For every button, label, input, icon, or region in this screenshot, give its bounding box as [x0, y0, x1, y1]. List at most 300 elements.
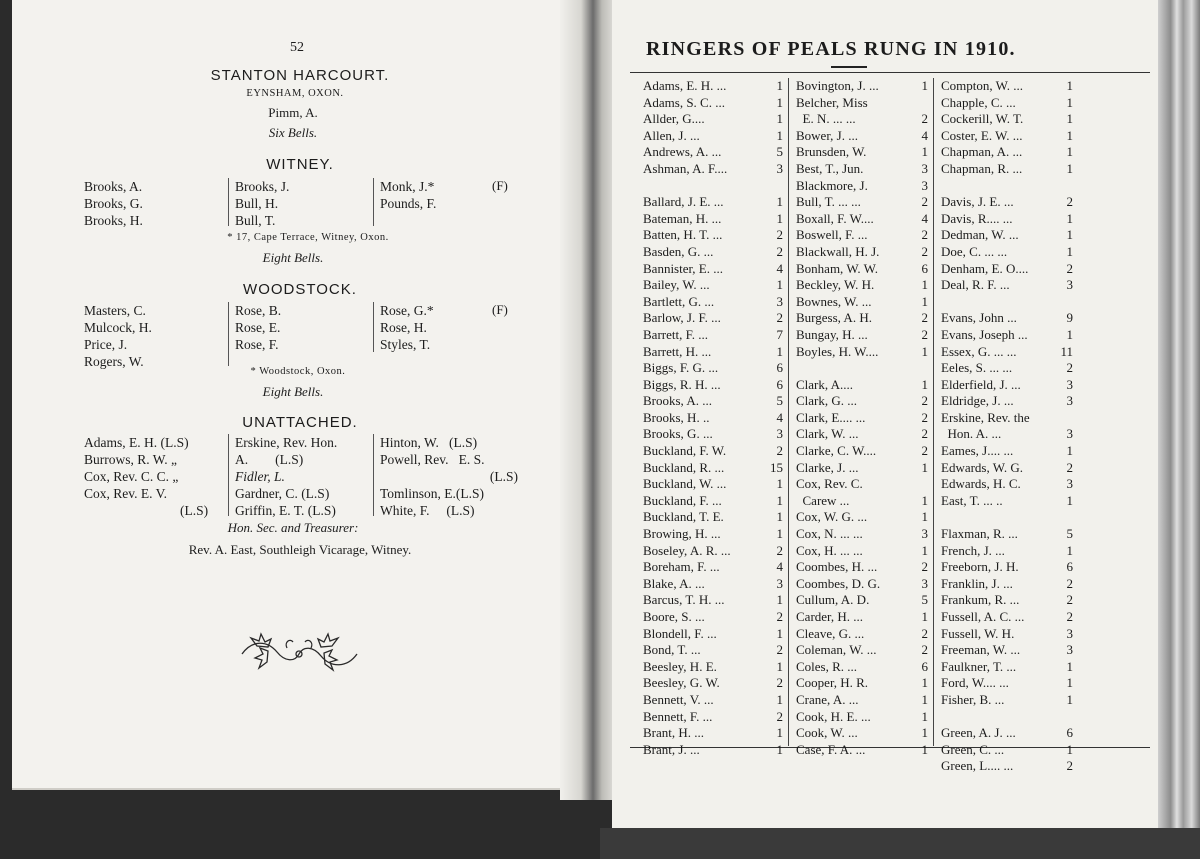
peal-count: 1 — [1066, 227, 1073, 243]
peal-count: 1 — [1066, 326, 1073, 342]
list-item — [643, 344, 783, 361]
list-item — [796, 410, 928, 427]
list-item — [643, 111, 783, 128]
column-gap — [796, 360, 928, 377]
peal-count: 1 — [921, 542, 928, 558]
list-item — [643, 576, 783, 593]
list-item — [796, 526, 928, 543]
list-item — [643, 393, 783, 410]
ringer-name: Ashman, A. F.... — [643, 160, 728, 176]
ringer-name: Blondell, F. ... — [643, 625, 717, 641]
peal-count: 1 — [776, 526, 783, 542]
peal-count: 3 — [776, 160, 783, 176]
list-item — [643, 360, 783, 377]
peal-count: 4 — [921, 127, 928, 143]
ringers-column-2 — [788, 78, 928, 757]
peal-count: 1 — [921, 144, 928, 160]
hon-sec-label: Hon. Sec. and Treasurer: — [227, 520, 359, 535]
bottom-shadow — [600, 828, 1200, 859]
list-item: Rose, H. — [380, 320, 427, 335]
ringer-name: Beesley, H. E. — [643, 658, 717, 674]
list-item — [796, 95, 928, 112]
list-item: Rose, F. — [235, 337, 279, 352]
list-item — [796, 393, 928, 410]
peal-count: 2 — [921, 642, 928, 658]
peal-count: 2 — [921, 559, 928, 575]
title-rule — [831, 66, 867, 68]
list-item — [643, 261, 783, 278]
ringer-name: Brooks, A. ... — [643, 393, 712, 409]
peal-count: 1 — [921, 376, 928, 392]
ringer-name: Cullum, A. D. — [796, 592, 870, 608]
ringer-name: Doe, C. ... ... — [941, 243, 1008, 259]
peal-count: 1 — [1066, 160, 1073, 176]
list-item — [796, 344, 928, 361]
list-item — [643, 509, 783, 526]
list-item: A. (L.S) — [235, 452, 304, 467]
list-item: Bull, T. — [235, 213, 276, 228]
list-item — [796, 377, 928, 394]
list-item — [643, 211, 783, 228]
list-item — [941, 526, 1073, 543]
ringer-name: Bennett, F. ... — [643, 708, 713, 724]
ringer-name: Buckland, W. ... — [643, 476, 727, 492]
ringer-name: Best, T., Jun. — [796, 160, 864, 176]
ringer-name: Boore, S. ... — [643, 609, 705, 624]
list-item — [941, 78, 1073, 95]
peal-count: 2 — [776, 675, 783, 691]
ringer-name: Brooks, H. .. — [643, 409, 710, 425]
peal-count: 3 — [1066, 625, 1073, 641]
peal-count: 3 — [1066, 376, 1073, 392]
ringer-name: Compton, W. ... — [941, 78, 1023, 93]
peal-count: 1 — [776, 210, 783, 226]
list-item — [643, 294, 783, 311]
list-item — [643, 493, 783, 510]
peal-count: 5 — [776, 144, 783, 160]
list-item: Rose, B. — [235, 303, 282, 318]
ringer-name: Adams, S. C. ... — [643, 94, 725, 110]
ringer-name: Carder, H. ... — [796, 609, 863, 624]
peal-count: 2 — [1066, 592, 1073, 608]
ringer-name: Brunsden, W. — [796, 144, 867, 160]
peal-count: 1 — [776, 277, 783, 293]
list-item — [643, 609, 783, 626]
list-item — [941, 144, 1073, 161]
list-item: Rose, G.* — [380, 303, 434, 318]
list-item — [796, 493, 928, 510]
peal-count: 1 — [921, 492, 928, 508]
peal-count: 1 — [921, 708, 928, 724]
list-item — [941, 476, 1073, 493]
ringer-name: Boseley, A. R. ... — [643, 542, 731, 558]
stanton-name: Pimm, A. — [268, 105, 318, 120]
peal-count: 1 — [1066, 243, 1073, 259]
list-item — [796, 659, 928, 676]
list-item: Rogers, W. — [84, 354, 144, 369]
ringer-name: Evans, Joseph ... — [941, 326, 1028, 342]
ringer-name: Blackmore, J. — [796, 177, 868, 193]
list-item — [796, 194, 928, 211]
peal-count: 1 — [776, 476, 783, 492]
section-title-woodstock: WOODSTOCK. — [243, 281, 357, 298]
witney-col-2 — [228, 178, 289, 226]
list-item — [643, 543, 783, 560]
peal-count: 2 — [921, 326, 928, 342]
list-item — [941, 128, 1073, 145]
list-item — [643, 144, 783, 161]
list-item — [796, 161, 928, 178]
list-item — [941, 244, 1073, 261]
stanton-place: EYNSHAM, OXON. — [246, 88, 344, 99]
list-item — [796, 592, 928, 609]
list-item — [796, 178, 928, 195]
ringer-name: Ford, W.... ... — [941, 675, 1009, 691]
ringer-name: Brant, J. ... — [643, 741, 700, 757]
ringer-name: Chapman, A. ... — [941, 144, 1023, 160]
peal-count: 4 — [776, 260, 783, 276]
ringer-name: Coster, E. W. ... — [941, 127, 1023, 143]
peal-count: 2 — [1066, 194, 1073, 210]
peal-count: 1 — [921, 343, 928, 359]
list-item — [941, 725, 1073, 742]
ringers-column-1 — [643, 78, 783, 758]
list-item: Brooks, G. — [84, 196, 143, 211]
list-item — [796, 227, 928, 244]
peal-count: 7 — [776, 326, 783, 342]
list-item — [941, 426, 1073, 443]
ringer-name: Brooks, G. ... — [643, 426, 713, 442]
list-item — [796, 709, 928, 726]
ringer-name: Freeman, W. ... — [941, 642, 1021, 658]
peal-count: 1 — [921, 691, 928, 707]
list-item — [796, 742, 928, 759]
ringer-name: Crane, A. ... — [796, 691, 859, 707]
list-item — [796, 725, 928, 742]
peal-count: 3 — [776, 575, 783, 591]
peal-count: 1 — [776, 343, 783, 359]
peal-count: 1 — [1066, 78, 1073, 93]
ringer-name: Coles, R. ... — [796, 658, 858, 674]
list-item — [643, 426, 783, 443]
peal-count: 1 — [921, 741, 928, 757]
column-gap — [941, 509, 1073, 526]
peal-count: 2 — [921, 393, 928, 409]
peal-count: 2 — [776, 542, 783, 558]
list-item — [643, 460, 783, 477]
peal-count — [1071, 410, 1073, 427]
peal-count: 1 — [1066, 691, 1073, 707]
list-item: Masters, C. — [84, 303, 146, 318]
list-item — [643, 443, 783, 460]
ringer-name: Buckland, F. W. — [643, 443, 727, 459]
peal-count: 6 — [921, 260, 928, 276]
list-item — [941, 161, 1073, 178]
ringer-name: Brant, H. ... — [643, 725, 705, 741]
list-item: Erskine, Rev. Hon. — [235, 435, 338, 450]
ringer-name: Bull, T. ... ... — [796, 194, 861, 210]
list-item — [643, 709, 783, 726]
ringer-name: Eames, J.... ... — [941, 443, 1014, 459]
ringer-name: French, J. ... — [941, 542, 1005, 558]
ringer-name: Bennett, V. ... — [643, 691, 714, 707]
peal-count: 1 — [921, 609, 928, 624]
ringer-name: Dedman, W. ... — [941, 227, 1019, 243]
list-item: Cox, Rev. E. V. — [84, 486, 168, 501]
list-item: Pounds, F. — [380, 196, 437, 211]
ringer-name: Cockerill, W. T. — [941, 111, 1024, 127]
list-item — [796, 244, 928, 261]
ringer-name: Bonham, W. W. — [796, 260, 878, 276]
woodstock-address: * Woodstock, Oxon. — [250, 366, 346, 377]
peal-count: 1 — [921, 78, 928, 93]
list-item — [796, 675, 928, 692]
list-item — [941, 227, 1073, 244]
ringer-name: Bartlett, G. ... — [643, 293, 715, 309]
ringer-name: Cox, Rev. C. — [796, 476, 863, 492]
list-item — [643, 277, 783, 294]
page-number: 52 — [290, 40, 304, 55]
list-item — [941, 360, 1073, 377]
witney-col-3 — [373, 178, 436, 226]
peal-count: 5 — [776, 393, 783, 409]
peal-count: 2 — [776, 642, 783, 658]
ringer-name: Bower, J. ... — [796, 127, 858, 143]
list-item — [643, 642, 783, 659]
peal-count: 1 — [1066, 675, 1073, 691]
ringer-name: Biggs, R. H. ... — [643, 376, 721, 392]
list-item — [941, 592, 1073, 609]
ringer-name: Bailey, W. ... — [643, 277, 710, 293]
ringer-name: Boreham, F. ... — [643, 559, 720, 575]
list-item: Hinton, W. (L.S) — [380, 435, 478, 450]
peal-count: 2 — [1066, 609, 1073, 624]
peal-count: 3 — [921, 160, 928, 176]
page-edges — [1158, 0, 1200, 859]
list-item — [796, 543, 928, 560]
peal-count: 2 — [1066, 758, 1073, 774]
ringer-name: Biggs, F. G. ... — [643, 360, 719, 376]
ringer-name: Coombes, H. ... — [796, 559, 878, 575]
list-item: Brooks, H. — [84, 213, 143, 228]
ringer-name: Evans, John ... — [941, 310, 1017, 326]
ringer-name: Clark, W. ... — [796, 426, 859, 442]
list-item: Adams, E. H. (L.S) — [84, 435, 189, 450]
list-item: Cox, Rev. C. C. „ — [84, 469, 179, 484]
peal-count: 2 — [776, 443, 783, 459]
ringer-name: Belcher, Miss — [796, 94, 868, 110]
list-item — [796, 128, 928, 145]
column-gap — [643, 178, 783, 195]
list-item: Burrows, R. W. „ — [84, 452, 178, 467]
peal-count: 6 — [921, 658, 928, 674]
peal-count: 1 — [776, 658, 783, 674]
list-item — [941, 543, 1073, 560]
ringer-name: Edwards, W. G. — [941, 459, 1023, 475]
peal-count: 3 — [1066, 277, 1073, 293]
peal-count: 1 — [921, 725, 928, 741]
ringer-name: Frankum, R. ... — [941, 592, 1020, 608]
peal-count: 3 — [776, 426, 783, 442]
list-item: Gardner, C. (L.S) — [235, 486, 330, 501]
ringer-name: East, T. ... .. — [941, 492, 1003, 508]
peal-count: 3 — [921, 526, 928, 542]
ringer-name: Blake, A. ... — [643, 575, 705, 591]
peal-count: 3 — [1066, 476, 1073, 492]
list-item — [796, 211, 928, 228]
peal-count: 1 — [776, 492, 783, 508]
list-item — [643, 692, 783, 709]
witney-col-1 — [84, 178, 143, 229]
ringer-name: Buckland, R. ... — [643, 459, 725, 475]
ringer-name: Blackwall, H. J. — [796, 243, 880, 259]
list-item — [941, 692, 1073, 709]
list-item — [643, 327, 783, 344]
peal-count: 1 — [1066, 443, 1073, 459]
ringer-name: Ballard, J. E. ... — [643, 194, 724, 210]
peal-count: 2 — [776, 609, 783, 624]
peal-count: 4 — [776, 559, 783, 575]
peal-count: 4 — [776, 409, 783, 425]
woodstock-tag: (F) — [492, 302, 508, 317]
ringer-name: Bovington, J. ... — [796, 78, 879, 93]
ringer-name: Buckland, F. ... — [643, 492, 722, 508]
ringer-name: Davis, R.... ... — [941, 210, 1013, 226]
peal-count: 3 — [1066, 393, 1073, 409]
column-gap — [941, 709, 1073, 726]
ringer-name: Beckley, W. H. — [796, 277, 875, 293]
peal-count: 2 — [921, 426, 928, 442]
woodstock-bells: Eight Bells. — [262, 384, 324, 399]
peal-count: 1 — [921, 293, 928, 309]
list-item — [941, 609, 1073, 626]
list-item — [941, 344, 1073, 361]
ringer-name: Cox, N. ... ... — [796, 526, 863, 542]
woodstock-col-1 — [84, 302, 152, 370]
ringer-name: Green, C. ... — [941, 741, 1005, 757]
ringer-name: Essex, G. ... ... — [941, 343, 1017, 359]
list-item: Brooks, A. — [84, 179, 143, 194]
peal-count: 1 — [776, 625, 783, 641]
peal-count: 1 — [776, 127, 783, 143]
peal-count: 1 — [776, 741, 783, 757]
peal-count: 1 — [776, 725, 783, 741]
list-item — [796, 261, 928, 278]
list-item: Brooks, J. — [235, 179, 290, 194]
ringer-name: Green, L.... ... — [941, 758, 1014, 774]
peal-count: 2 — [1066, 260, 1073, 276]
list-item — [796, 277, 928, 294]
list-item — [941, 559, 1073, 576]
peal-count: 2 — [921, 111, 928, 127]
list-item — [796, 144, 928, 161]
list-item — [796, 294, 928, 311]
ringer-name: Coombes, D. G. — [796, 575, 881, 591]
peal-count: 1 — [1066, 658, 1073, 674]
ringer-name: Barlow, J. F. ... — [643, 310, 721, 326]
list-item — [643, 78, 783, 95]
list-item — [941, 277, 1073, 294]
peal-count: 1 — [1066, 144, 1073, 160]
peal-count: 1 — [776, 78, 783, 93]
list-item — [643, 410, 783, 427]
peal-count: 1 — [776, 691, 783, 707]
list-item — [941, 261, 1073, 278]
list-item — [941, 642, 1073, 659]
peal-count: 1 — [1066, 111, 1073, 127]
list-item — [796, 78, 928, 95]
list-item — [796, 476, 928, 493]
list-item — [796, 692, 928, 709]
list-item — [941, 95, 1073, 112]
column-gap — [941, 294, 1073, 311]
peal-count: 2 — [921, 194, 928, 210]
list-item — [643, 95, 783, 112]
list-item — [941, 758, 1073, 775]
peal-count: 6 — [776, 360, 783, 376]
list-item — [643, 559, 783, 576]
peal-count: 1 — [776, 94, 783, 110]
list-item — [941, 327, 1073, 344]
ringer-name: Bond, T. ... — [643, 642, 701, 658]
list-item — [796, 443, 928, 460]
peal-count: 1 — [921, 459, 928, 475]
ringer-name: Bateman, H. ... — [643, 210, 722, 226]
list-item — [941, 675, 1073, 692]
list-item: Monk, J.* — [380, 179, 435, 194]
peal-count: 1 — [776, 194, 783, 210]
peal-count: 5 — [1066, 526, 1073, 542]
list-item: (L.S) — [180, 503, 209, 518]
peal-count: 6 — [776, 376, 783, 392]
ringer-name: Faulkner, T. ... — [941, 658, 1017, 674]
peal-count: 1 — [1066, 210, 1073, 226]
ringer-name: Beesley, G. W. — [643, 675, 720, 691]
peal-count: 2 — [776, 708, 783, 724]
ringer-name: Clark, A.... — [796, 376, 857, 392]
list-item — [643, 592, 783, 609]
peal-count: 1 — [921, 509, 928, 525]
secretary-address: Rev. A. East, Southleigh Vicarage, Witney. — [188, 542, 412, 557]
list-item: Bull, H. — [235, 196, 279, 211]
list-item — [643, 626, 783, 643]
ringer-name: Batten, H. T. ... — [643, 227, 723, 243]
peal-count: 3 — [776, 293, 783, 309]
ringer-name: Hon. A. ... — [941, 426, 1002, 442]
unattached-col-2 — [228, 434, 337, 516]
ringer-name: Davis, J. E. ... — [941, 194, 1014, 210]
list-item — [796, 642, 928, 659]
ringer-name: Burgess, A. H. — [796, 310, 872, 326]
list-item: Rose, E. — [235, 320, 281, 335]
list-item — [643, 310, 783, 327]
ringer-name: Cleave, G. ... — [796, 625, 865, 641]
ringer-name: Barrett, H. ... — [643, 343, 712, 359]
ringer-name: Cox, W. G. ... — [796, 509, 868, 525]
list-item — [941, 377, 1073, 394]
list-item — [643, 161, 783, 178]
peal-count: 1 — [1066, 542, 1073, 558]
list-item: Price, J. — [84, 337, 128, 352]
list-item — [796, 426, 928, 443]
peal-count: 2 — [776, 310, 783, 326]
peal-count: 1 — [776, 509, 783, 525]
unattached-col-3 — [373, 434, 518, 516]
list-item — [941, 460, 1073, 477]
ringer-name: Barcus, T. H. ... — [643, 592, 725, 608]
ringer-name: Bungay, H. ... — [796, 326, 868, 342]
peal-count: 1 — [921, 277, 928, 293]
